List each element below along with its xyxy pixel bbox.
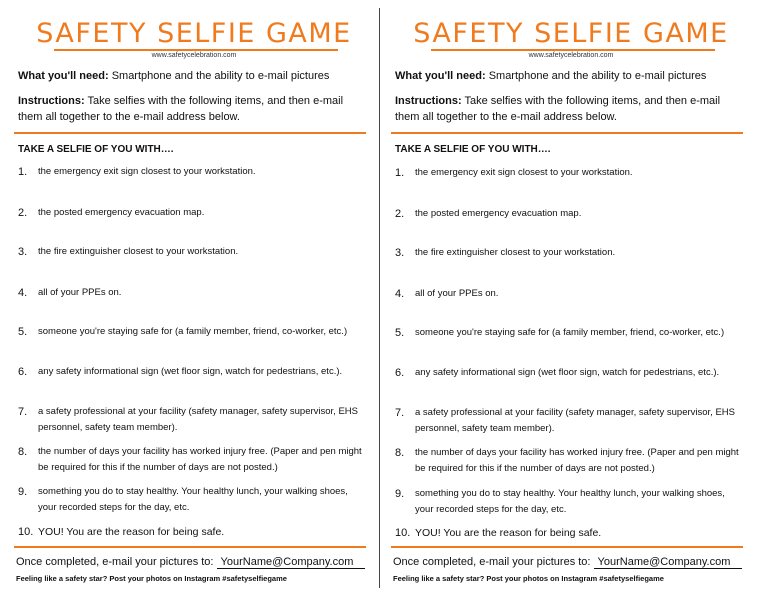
needs-line — [18, 70, 329, 82]
completed-text: Once completed, e-mail your pictures to: — [393, 556, 591, 568]
flyer-title: SAFETY SELFIE GAME — [413, 18, 729, 49]
item-text: the posted emergency evacuation map. — [38, 207, 205, 218]
item-number: 9. — [18, 486, 28, 498]
instructions-text: Take selfies with the following items, and then e-mail them all together to the e-mail address below. — [18, 95, 344, 123]
item-text: all of your PPEs on. — [38, 287, 122, 298]
item-number: 8. — [18, 446, 28, 458]
item-number: 3. — [18, 246, 28, 258]
item-number: 6. — [18, 366, 28, 378]
item-number: 7. — [395, 407, 405, 419]
item-number: 6. — [395, 367, 405, 379]
item-number: 2. — [18, 207, 28, 219]
needs-text: Smartphone and the ability to e-mail pictures — [111, 70, 330, 82]
orange-rule-bottom — [391, 546, 743, 548]
instagram-line: Feeling like a safety star? Post your photos on Instagram #safetyselfiegame — [16, 574, 287, 583]
item-text: the number of days your facility has worked injury free. (Paper and pen might be required for this if the number of days are not posted.) — [38, 446, 362, 473]
email-address: YourName@Company.com — [217, 556, 366, 569]
orange-rule-top — [391, 132, 743, 134]
instagram-line: Feeling like a safety star? Post your photos on Instagram #safetyselfiegame — [393, 574, 664, 583]
item-number: 5. — [18, 326, 28, 338]
item-text: YOU! You are the reason for being safe. — [38, 526, 225, 538]
item-number: 4. — [395, 288, 405, 300]
completed-line — [16, 556, 365, 569]
website-url: www.safetycelebration.com — [151, 52, 237, 59]
orange-rule-bottom — [14, 546, 366, 548]
item-number: 1. — [395, 167, 405, 179]
item-text: a safety professional at your facility (safety manager, safety supervisor, EHS personnel, safety team member). — [38, 406, 358, 433]
item-text: the emergency exit sign closest to your workstation. — [38, 166, 256, 177]
item-text: the emergency exit sign closest to your workstation. — [415, 167, 633, 178]
item-text: someone you're staying safe for (a family member, friend, co-worker, etc.) — [415, 327, 725, 338]
item-number: 9. — [395, 488, 405, 500]
item-text: any safety informational sign (wet floor sign, watch for pedestrians, etc.). — [415, 367, 720, 378]
email-address: YourName@Company.com — [594, 556, 743, 569]
item-text: any safety informational sign (wet floor sign, watch for pedestrians, etc.). — [38, 366, 343, 377]
item-text: something you do to stay healthy. Your healthy lunch, your walking shoes, your recorded steps for the day, etc. — [38, 486, 348, 513]
item-number: 4. — [18, 287, 28, 299]
item-text: someone you're staying safe for (a family member, friend, co-worker, etc.) — [38, 326, 348, 337]
title-underline — [54, 49, 338, 51]
flyer-title: SAFETY SELFIE GAME — [36, 18, 352, 49]
item-text: YOU! You are the reason for being safe. — [415, 527, 602, 539]
flyer-left — [14, 0, 374, 594]
item-number: 8. — [395, 447, 405, 459]
item-number: 5. — [395, 327, 405, 339]
item-text: something you do to stay healthy. Your healthy lunch, your walking shoes, your recorded steps for the day, etc. — [415, 488, 725, 515]
item-number: 10. — [18, 526, 34, 538]
needs-line — [395, 70, 706, 82]
completed-text: Once completed, e-mail your pictures to: — [16, 556, 214, 568]
item-text: all of your PPEs on. — [415, 288, 499, 299]
flyer-right — [391, 0, 751, 594]
instructions — [18, 93, 370, 125]
take-heading: TAKE A SELFIE OF YOU WITH…. — [395, 144, 551, 155]
item-text: a safety professional at your facility (safety manager, safety supervisor, EHS personnel, safety team member). — [415, 407, 735, 434]
instructions-label: Instructions: — [395, 95, 462, 107]
instructions-label: Instructions: — [18, 95, 85, 107]
item-text: the number of days your facility has worked injury free. (Paper and pen might be required for this if the number of days are not posted.) — [415, 447, 739, 474]
item-text: the fire extinguisher closest to your workstation. — [415, 247, 616, 258]
take-heading: TAKE A SELFIE OF YOU WITH…. — [18, 144, 174, 155]
instructions — [395, 93, 747, 125]
item-number: 1. — [18, 166, 28, 178]
item-number: 10. — [395, 527, 411, 539]
needs-label: What you'll need: — [395, 70, 486, 82]
instructions-text: Take selfies with the following items, and then e-mail them all together to the e-mail address below. — [395, 95, 721, 123]
item-number: 7. — [18, 406, 28, 418]
item-number: 3. — [395, 247, 405, 259]
needs-label: What you'll need: — [18, 70, 109, 82]
item-text: the fire extinguisher closest to your workstation. — [38, 246, 239, 257]
item-text: the posted emergency evacuation map. — [415, 208, 582, 219]
website-url: www.safetycelebration.com — [528, 52, 614, 59]
title-underline — [431, 49, 715, 51]
completed-line — [393, 556, 742, 569]
needs-text: Smartphone and the ability to e-mail pictures — [488, 70, 707, 82]
item-number: 2. — [395, 208, 405, 220]
orange-rule-top — [14, 132, 366, 134]
page-divider — [379, 8, 380, 588]
